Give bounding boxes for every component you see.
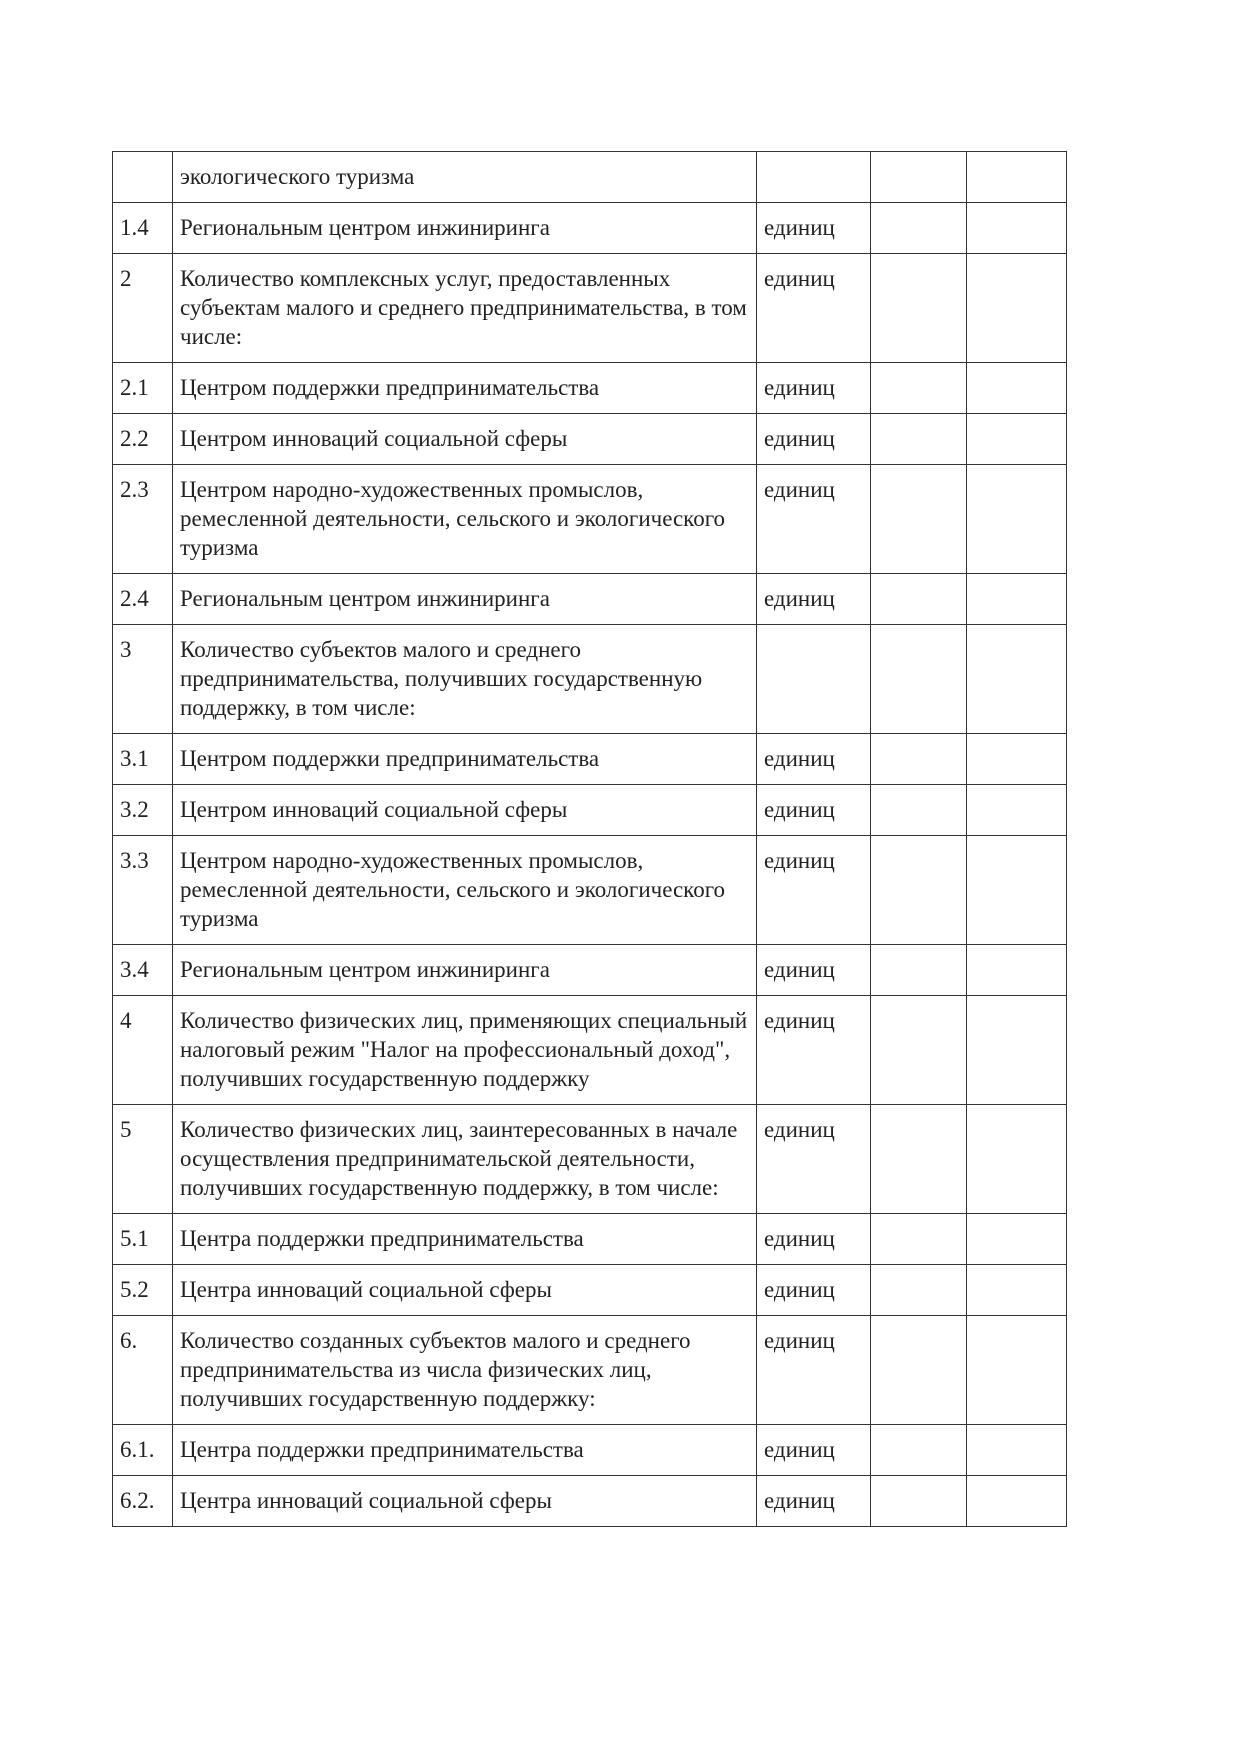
indicator-name-cell: Центром народно-художественных промыслов, ремесленной деятельности, сельского и экологического туризма xyxy=(173,465,757,574)
value-cell-1 xyxy=(871,152,967,203)
table-row xyxy=(113,836,1067,945)
unit-cell: единиц xyxy=(757,1425,871,1476)
row-number-cell: 3 xyxy=(113,625,173,734)
value-cell-1 xyxy=(871,363,967,414)
table-row xyxy=(113,785,1067,836)
value-cell-2 xyxy=(967,574,1067,625)
value-cell-2 xyxy=(967,363,1067,414)
unit-cell: единиц xyxy=(757,996,871,1105)
value-cell-1 xyxy=(871,1105,967,1214)
value-cell-1 xyxy=(871,1214,967,1265)
unit-cell xyxy=(757,625,871,734)
table-row xyxy=(113,254,1067,363)
row-number-cell: 3.1 xyxy=(113,734,173,785)
row-number-cell: 6.2. xyxy=(113,1476,173,1527)
indicator-name-cell: Количество субъектов малого и среднего предпринимательства, получивших государственную поддержку, в том числе: xyxy=(173,625,757,734)
value-cell-1 xyxy=(871,1265,967,1316)
row-number-cell: 5.2 xyxy=(113,1265,173,1316)
indicator-name-cell: Региональным центром инжиниринга xyxy=(173,945,757,996)
value-cell-2 xyxy=(967,1425,1067,1476)
indicator-name-cell: Центра инноваций социальной сферы xyxy=(173,1476,757,1527)
table-row xyxy=(113,152,1067,203)
row-number-cell: 2.1 xyxy=(113,363,173,414)
unit-cell: единиц xyxy=(757,1476,871,1527)
value-cell-2 xyxy=(967,945,1067,996)
row-number-cell: 3.4 xyxy=(113,945,173,996)
table-row xyxy=(113,574,1067,625)
table-row xyxy=(113,1265,1067,1316)
table-row xyxy=(113,363,1067,414)
value-cell-2 xyxy=(967,734,1067,785)
row-number-cell: 1.4 xyxy=(113,203,173,254)
value-cell-1 xyxy=(871,785,967,836)
value-cell-2 xyxy=(967,1476,1067,1527)
value-cell-2 xyxy=(967,465,1067,574)
row-number-cell: 5.1 xyxy=(113,1214,173,1265)
indicator-name-cell: Центром народно-художественных промыслов, ремесленной деятельности, сельского и экологического туризма xyxy=(173,836,757,945)
indicator-name-cell: Региональным центром инжиниринга xyxy=(173,574,757,625)
row-number-cell: 6.1. xyxy=(113,1425,173,1476)
value-cell-1 xyxy=(871,414,967,465)
unit-cell: единиц xyxy=(757,414,871,465)
indicators-table-body xyxy=(113,152,1067,1527)
row-number-cell: 6. xyxy=(113,1316,173,1425)
value-cell-2 xyxy=(967,152,1067,203)
row-number-cell: 2 xyxy=(113,254,173,363)
indicator-name-cell: Центра инноваций социальной сферы xyxy=(173,1265,757,1316)
table-row xyxy=(113,1316,1067,1425)
unit-cell: единиц xyxy=(757,1214,871,1265)
indicator-name-cell: Центра поддержки предпринимательства xyxy=(173,1425,757,1476)
value-cell-2 xyxy=(967,1105,1067,1214)
value-cell-1 xyxy=(871,1316,967,1425)
value-cell-1 xyxy=(871,254,967,363)
indicator-name-cell: Центром инноваций социальной сферы xyxy=(173,785,757,836)
value-cell-1 xyxy=(871,625,967,734)
row-number-cell: 3.3 xyxy=(113,836,173,945)
indicator-name-cell: Количество физических лиц, применяющих специальный налоговый режим "Налог на профессиональный доход", получивших государственную поддержку xyxy=(173,996,757,1105)
indicator-name-cell: Региональным центром инжиниринга xyxy=(173,203,757,254)
value-cell-1 xyxy=(871,465,967,574)
unit-cell: единиц xyxy=(757,785,871,836)
value-cell-2 xyxy=(967,625,1067,734)
table-row xyxy=(113,203,1067,254)
indicator-name-cell: Центром инноваций социальной сферы xyxy=(173,414,757,465)
indicator-name-cell: Количество созданных субъектов малого и среднего предпринимательства из числа физических лиц, получивших государственную поддержку: xyxy=(173,1316,757,1425)
value-cell-2 xyxy=(967,996,1067,1105)
value-cell-1 xyxy=(871,1425,967,1476)
unit-cell: единиц xyxy=(757,363,871,414)
table-row xyxy=(113,465,1067,574)
table-row xyxy=(113,625,1067,734)
value-cell-1 xyxy=(871,836,967,945)
row-number-cell: 2.2 xyxy=(113,414,173,465)
table-row xyxy=(113,945,1067,996)
unit-cell: единиц xyxy=(757,734,871,785)
row-number-cell: 2.3 xyxy=(113,465,173,574)
table-row xyxy=(113,1214,1067,1265)
unit-cell xyxy=(757,152,871,203)
value-cell-2 xyxy=(967,785,1067,836)
row-number-cell: 2.4 xyxy=(113,574,173,625)
value-cell-2 xyxy=(967,254,1067,363)
table-row xyxy=(113,1105,1067,1214)
value-cell-1 xyxy=(871,734,967,785)
table-row xyxy=(113,1476,1067,1527)
indicators-table xyxy=(112,151,1067,1527)
row-number-cell: 4 xyxy=(113,996,173,1105)
indicator-name-cell: Центром поддержки предпринимательства xyxy=(173,363,757,414)
value-cell-2 xyxy=(967,1316,1067,1425)
row-number-cell: 3.2 xyxy=(113,785,173,836)
unit-cell: единиц xyxy=(757,945,871,996)
unit-cell: единиц xyxy=(757,203,871,254)
value-cell-2 xyxy=(967,1214,1067,1265)
row-number-cell: 5 xyxy=(113,1105,173,1214)
row-number-cell xyxy=(113,152,173,203)
value-cell-1 xyxy=(871,574,967,625)
value-cell-2 xyxy=(967,1265,1067,1316)
unit-cell: единиц xyxy=(757,836,871,945)
value-cell-2 xyxy=(967,414,1067,465)
value-cell-2 xyxy=(967,203,1067,254)
indicator-name-cell: Центра поддержки предпринимательства xyxy=(173,1214,757,1265)
value-cell-1 xyxy=(871,996,967,1105)
indicator-name-cell: экологического туризма xyxy=(173,152,757,203)
value-cell-1 xyxy=(871,203,967,254)
table-row xyxy=(113,1425,1067,1476)
table-row xyxy=(113,414,1067,465)
indicator-name-cell: Центром поддержки предпринимательства xyxy=(173,734,757,785)
unit-cell: единиц xyxy=(757,1265,871,1316)
table-row xyxy=(113,734,1067,785)
indicator-name-cell: Количество комплексных услуг, предоставленных субъектам малого и среднего предпринимательства, в том числе: xyxy=(173,254,757,363)
indicator-name-cell: Количество физических лиц, заинтересованных в начале осуществления предпринимательской деятельности, получивших государственную поддержку, в том числе: xyxy=(173,1105,757,1214)
value-cell-1 xyxy=(871,1476,967,1527)
unit-cell: единиц xyxy=(757,1105,871,1214)
unit-cell: единиц xyxy=(757,574,871,625)
unit-cell: единиц xyxy=(757,1316,871,1425)
unit-cell: единиц xyxy=(757,254,871,363)
table-row xyxy=(113,996,1067,1105)
value-cell-2 xyxy=(967,836,1067,945)
unit-cell: единиц xyxy=(757,465,871,574)
value-cell-1 xyxy=(871,945,967,996)
